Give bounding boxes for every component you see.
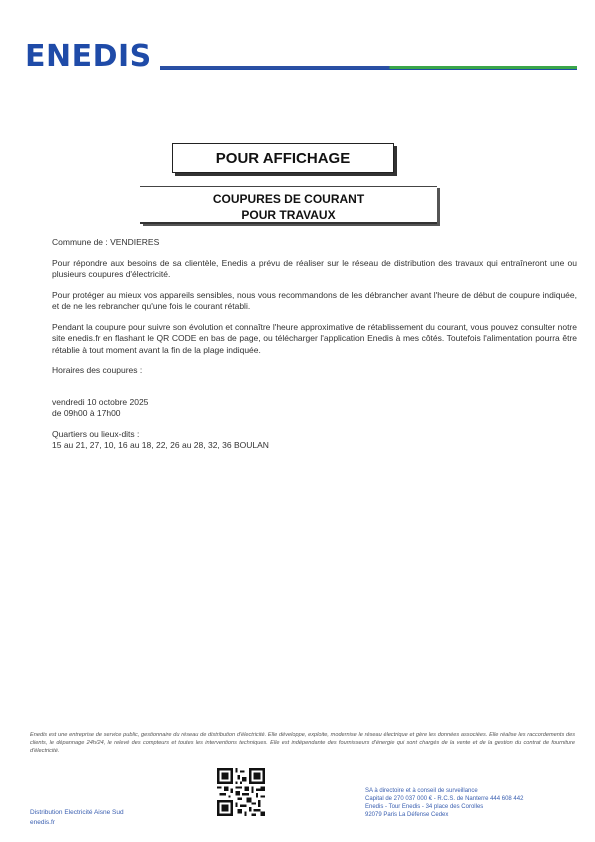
paragraph-3: Pendant la coupure pour suivre son évolution et connaître l'heure approximative de rétablissement du courant, vous pouvez consulter notre site enedis.fr en flashant le QR CODE en bas de page, ou télécharger l'application Enedis à mes côtés. Toutefois l'alimentation pourra être rétablie à tout moment avant la fin de la plage indiquée. — [52, 321, 577, 355]
cut-date: vendredi 10 octobre 2025 — [52, 396, 149, 407]
commune-line: Commune de : VENDIERES — [52, 237, 160, 247]
legal-line-1: SA à directoire et à conseil de surveillance — [365, 788, 478, 794]
affichage-banner — [172, 143, 394, 173]
enedis-logo: ENEDIS — [25, 39, 152, 74]
quartiers-label: Quartiers ou lieux-dits : — [52, 428, 140, 439]
footer-site-link[interactable]: enedis.fr — [30, 819, 55, 826]
title-line-1: COUPURES DE COURANT — [212, 192, 365, 206]
footer-left-block — [30, 808, 124, 828]
footer-disclaimer: Enedis est une entreprise de service public, gestionnaire du réseau de distribution d'électricité. Elle développe, exploite, modernise le réseau électrique et gère les données associées. Elle réalise les raccordements des clients, le dépannage 24h/24, le relevé des compteurs et toutes les interventions techniques. Elle est indépendante des fournisseurs d'énergie qui sont chargés de la vente et de la gestion du contrat de fourniture d'électricité. — [30, 732, 575, 754]
header-rule — [160, 66, 577, 69]
legal-line-2: Capital de 270 037 000 € - R.C.S. de Nanterre 444 608 442 — [365, 796, 524, 802]
qr-code-icon[interactable] — [217, 768, 265, 816]
legal-line-3: Enedis - Tour Enedis - 34 place des Corolles — [365, 804, 484, 810]
paragraph-2: Pour protéger au mieux vos appareils sensibles, nous vous recommandons de les débrancher avant l'heure de début de coupure indiquée, et de ne les rebrancher qu'une fois le courant rétabli. — [52, 289, 577, 311]
title-line-2: POUR TRAVAUX — [241, 208, 336, 222]
footer-unit: Distribution Electricité Aisne Sud — [30, 809, 124, 816]
footer-legal-block — [365, 787, 523, 819]
quartiers-list: 15 au 21, 27, 10, 16 au 18, 22, 26 au 28, 32, 36 BOULAN — [52, 440, 269, 450]
legal-line-4: 92079 Paris La Défense Cedex — [365, 812, 449, 818]
horaires-label: Horaires des coupures : — [52, 365, 143, 375]
affichage-label: POUR AFFICHAGE — [215, 149, 351, 167]
notice-body — [52, 237, 577, 452]
title-box — [140, 186, 437, 224]
cut-hours: de 09h00 à 17h00 — [52, 408, 121, 418]
paragraph-1: Pour répondre aux besoins de sa clientèle, Enedis a prévu de réaliser sur le réseau de distribution des travaux qui entraîneront une ou plusieurs coupures d'électricité. — [52, 257, 577, 279]
